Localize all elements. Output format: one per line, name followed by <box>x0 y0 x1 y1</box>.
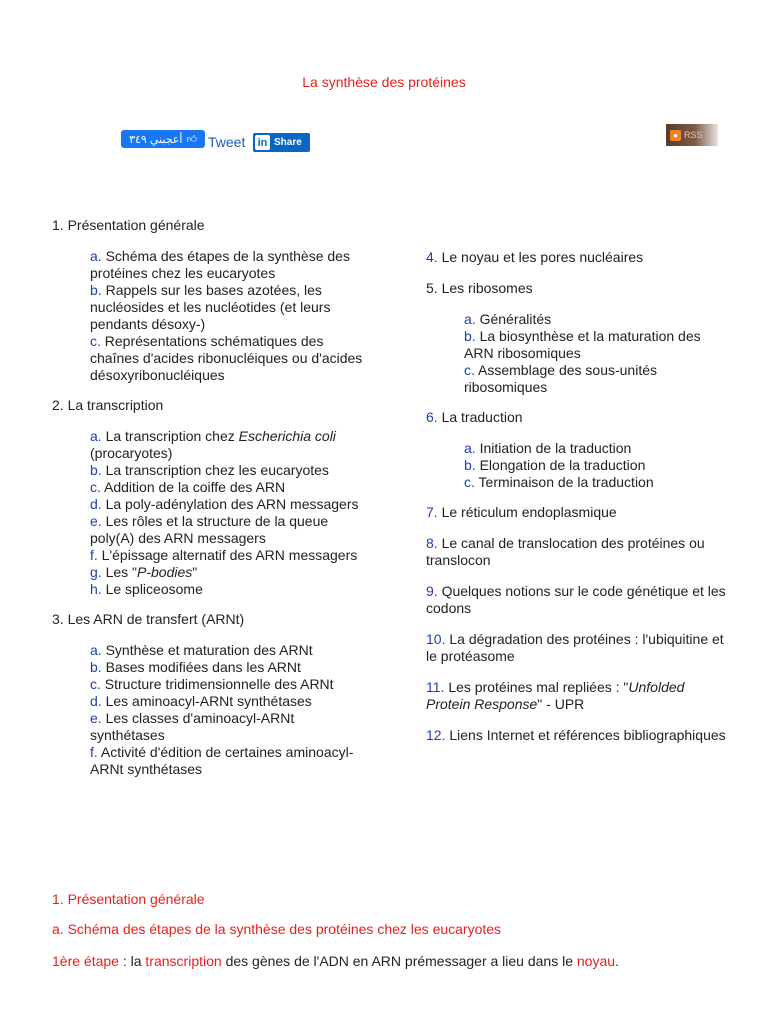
toc-item[interactable] <box>464 440 726 457</box>
toc-item[interactable] <box>90 659 372 676</box>
toc-item-letter[interactable]: h. <box>90 581 102 597</box>
toc-item-text[interactable]: Addition de la coiffe des ARN <box>104 479 286 495</box>
toc-item-text[interactable]: Les " <box>105 564 138 580</box>
toc-item-italic[interactable]: P-bodies <box>137 564 193 580</box>
toc-item-text[interactable]: Généralités <box>479 311 552 327</box>
toc-sublist <box>426 311 726 396</box>
body-section-heading: 1. Présentation générale <box>52 891 205 907</box>
toc-item-text[interactable]: Activité d'édition de certaines aminoacyl-ARNt synthétases <box>90 744 354 777</box>
toc-item-letter[interactable]: c. <box>90 676 101 692</box>
toc-item-letter[interactable]: a. <box>464 440 476 456</box>
toc-sublist <box>52 248 372 384</box>
toc-item-letter[interactable]: g. <box>90 564 102 580</box>
toc-section-heading[interactable] <box>426 727 726 744</box>
toc-section-title[interactable]: La dégradation des protéines : l'ubiquitine et le protéasome <box>426 631 724 664</box>
toc-section-number[interactable]: 4. <box>426 249 438 265</box>
linkedin-icon: in <box>255 135 270 150</box>
toc-item-text[interactable]: Synthèse et maturation des ARNt <box>105 642 313 658</box>
toc-item-text[interactable]: La transcription chez <box>105 428 235 444</box>
toc-item[interactable] <box>90 462 372 479</box>
toc-item-letter[interactable]: c. <box>90 333 101 349</box>
toc-item-letter[interactable]: c. <box>464 474 475 490</box>
toc-sublist <box>426 440 726 491</box>
toc-item[interactable] <box>90 333 372 384</box>
toc-item[interactable] <box>90 479 372 496</box>
toc-item[interactable] <box>90 282 372 333</box>
toc-item-letter[interactable]: a. <box>90 428 102 444</box>
toc-item[interactable] <box>464 362 726 396</box>
linkedin-share-button[interactable] <box>253 133 310 152</box>
step-end: . <box>615 953 619 969</box>
toc-item-text[interactable]: Structure tridimensionnelle des ARNt <box>104 676 334 692</box>
toc-item-letter[interactable]: b. <box>90 282 102 298</box>
toc-item-letter[interactable]: d. <box>90 693 102 709</box>
toc-section-number[interactable]: 8. <box>426 535 438 551</box>
toc-item[interactable] <box>90 248 372 282</box>
toc-section-heading[interactable] <box>426 280 726 297</box>
toc-item[interactable] <box>90 693 372 710</box>
toc-item-text[interactable]: Le spliceosome <box>105 581 203 597</box>
toc-section-heading[interactable] <box>426 631 726 665</box>
step-mid: des gènes de l'ADN en ARN prémessager a lieu dans le <box>221 953 577 969</box>
share-label: Share <box>274 137 302 148</box>
rss-icon: ● <box>670 130 681 141</box>
toc-section-title[interactable]: Les ribosomes <box>441 280 533 296</box>
toc-item-after[interactable]: (procaryotes) <box>90 445 173 461</box>
toc-item-italic[interactable]: Escherichia coli <box>238 428 336 444</box>
toc-section-title[interactable]: Les protéines mal repliées : " <box>448 679 629 695</box>
toc-section-title[interactable]: Le canal de translocation des protéines ou translocon <box>426 535 705 568</box>
toc-section-heading[interactable]: 3. Les ARN de transfert (ARNt) <box>52 611 245 627</box>
toc-item-text[interactable]: Schéma des étapes de la synthèse des protéines chez les eucaryotes <box>90 248 350 281</box>
step-place: noyau <box>576 953 616 969</box>
toc-section-number[interactable]: 5. <box>426 280 438 296</box>
toc-item-letter[interactable]: c. <box>90 479 101 495</box>
toc-section-heading[interactable] <box>426 535 726 569</box>
toc-item-letter[interactable]: e. <box>90 513 102 529</box>
toc-item-text[interactable]: Les rôles et la structure de la queue poly(A) des ARN messagers <box>90 513 329 546</box>
toc-section-title[interactable]: Le noyau et les pores nucléaires <box>441 249 644 265</box>
toc-item-after[interactable]: " <box>192 564 198 580</box>
toc-section-number[interactable]: 7. <box>426 504 438 520</box>
toc-section-number[interactable]: 9. <box>426 583 438 599</box>
toc-item-text[interactable]: Les aminoacyl-ARNt synthétases <box>105 693 312 709</box>
toc-item[interactable] <box>464 311 726 328</box>
page-title: La synthèse des protéines <box>302 74 466 90</box>
toc-item-text[interactable]: La poly-adénylation des ARN messagers <box>105 496 359 512</box>
rss-feed-button[interactable] <box>666 124 718 146</box>
thumbs-up-icon: 👍︎ <box>186 134 197 145</box>
toc-item-text[interactable]: Les classes d'aminoacyl-ARNt synthétases <box>90 710 295 743</box>
toc-section-heading[interactable] <box>426 249 726 266</box>
facebook-like-button[interactable] <box>121 130 205 148</box>
toc-item-text[interactable]: Terminaison de la traduction <box>478 474 654 490</box>
toc-item[interactable] <box>90 564 372 581</box>
toc-item[interactable] <box>90 547 372 564</box>
step-term: transcription <box>145 953 222 969</box>
toc-item-text[interactable]: L'épissage alternatif des ARN messagers <box>101 547 358 563</box>
toc-item-letter[interactable]: e. <box>90 710 102 726</box>
toc-left-column <box>52 217 372 791</box>
toc-section-number[interactable]: 6. <box>426 409 438 425</box>
toc-item-text[interactable]: La transcription chez les eucaryotes <box>105 462 329 478</box>
toc-section-title[interactable]: Quelques notions sur le code génétique et les codons <box>426 583 726 616</box>
toc-section-heading[interactable] <box>426 504 726 521</box>
toc-item[interactable] <box>464 457 726 474</box>
toc-item-text[interactable]: Bases modifiées dans les ARNt <box>105 659 301 675</box>
toc-section-heading[interactable] <box>426 583 726 617</box>
tweet-link[interactable]: Tweet <box>208 134 246 150</box>
toc-item-letter[interactable]: b. <box>90 462 102 478</box>
toc-section-number[interactable]: 11. <box>426 679 445 695</box>
toc-item-letter[interactable]: d. <box>90 496 102 512</box>
toc-item-letter[interactable]: f. <box>90 547 98 563</box>
toc-item-letter[interactable]: a. <box>90 642 102 658</box>
toc-section-title[interactable]: La traduction <box>441 409 523 425</box>
toc-section-heading[interactable]: 2. La transcription <box>52 397 164 413</box>
toc-sublist <box>52 642 372 778</box>
toc-item[interactable] <box>90 581 372 598</box>
body-paragraph <box>52 953 732 970</box>
toc-section-title[interactable]: Liens Internet et références bibliographiques <box>449 727 726 743</box>
toc-item-text[interactable]: Représentations schématiques des chaînes d'acides ribonucléiques ou d'acides désoxyribonucléiques <box>90 333 363 383</box>
toc-sublist <box>52 428 372 598</box>
toc-item-letter[interactable]: b. <box>464 457 476 473</box>
toc-section-after[interactable]: " - UPR <box>537 696 585 712</box>
toc-item[interactable] <box>464 328 726 362</box>
toc-section-number[interactable]: 12. <box>426 727 446 743</box>
toc-right-column <box>426 249 726 758</box>
toc-item-letter[interactable]: b. <box>90 659 102 675</box>
toc-item[interactable] <box>90 496 372 513</box>
toc-item-text[interactable]: Elongation de la traduction <box>479 457 646 473</box>
toc-item-letter[interactable]: b. <box>464 328 476 344</box>
toc-item[interactable] <box>90 676 372 693</box>
body-sub-heading: a. Schéma des étapes de la synthèse des protéines chez les eucaryotes <box>52 921 502 937</box>
toc-item[interactable] <box>90 710 372 744</box>
toc-item-text[interactable]: Initiation de la traduction <box>479 440 632 456</box>
toc-section-heading[interactable]: 1. Présentation générale <box>52 217 205 233</box>
toc-section-title[interactable]: Le réticulum endoplasmique <box>441 504 617 520</box>
toc-item[interactable] <box>90 428 372 462</box>
toc-item-letter[interactable]: a. <box>464 311 476 327</box>
step-sep: : la <box>118 953 146 969</box>
toc-item-letter[interactable]: f. <box>90 744 98 760</box>
toc-section-heading[interactable] <box>426 409 726 426</box>
rss-label: RSS <box>684 130 703 140</box>
toc-section-number[interactable]: 10. <box>426 631 446 647</box>
toc-item[interactable] <box>90 744 372 778</box>
toc-item-text[interactable]: Assemblage des sous-unités ribosomiques <box>464 362 658 395</box>
toc-section-heading[interactable] <box>426 679 726 713</box>
toc-item-text[interactable]: Rappels sur les bases azotées, les nucléosides et les nucléotides (et leurs pendants désoxy-) <box>90 282 331 332</box>
toc-section-italic[interactable]: Unfolded Protein Response <box>426 679 685 712</box>
toc-item[interactable] <box>90 642 372 659</box>
toc-item-text[interactable]: La biosynthèse et la maturation des ARN ribosomiques <box>464 328 701 361</box>
step-label: 1ère étape <box>52 953 119 969</box>
toc-item[interactable] <box>464 474 726 491</box>
toc-item-letter[interactable]: a. <box>90 248 102 264</box>
toc-item[interactable] <box>90 513 372 547</box>
toc-item-letter[interactable]: c. <box>464 362 475 378</box>
like-label: أعجبني ٣٤٩ <box>129 133 183 146</box>
